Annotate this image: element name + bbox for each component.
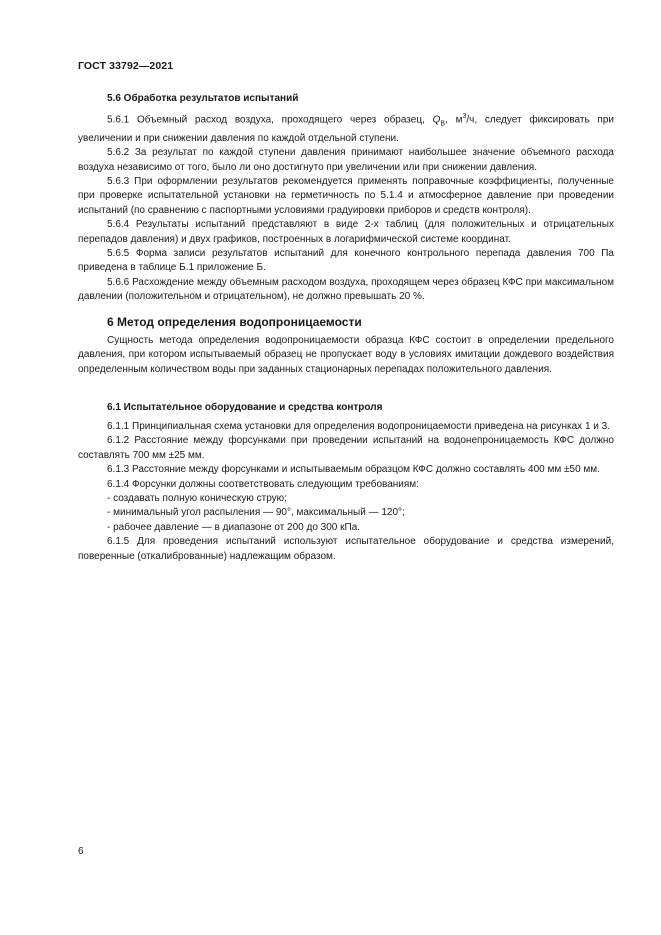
flow-symbol-subscript: В: [440, 120, 446, 128]
paragraph-5-6-1: [78, 110, 614, 146]
paragraph-6-intro: Сущность метода определения водопроницаемости образца КФС состоит в определении предельного давления, при котором испытываемый образец не пропускает воду в условиях имитации дождевого воздействия определенным количеством воды при заданных стационарных перепадах положительного давления.: [78, 335, 614, 375]
section-6-1-heading: 6.1 Испытательное оборудование и средства контроля: [107, 402, 383, 413]
section-6-1-body: [78, 420, 614, 564]
paragraph-5-6-2: 5.6.2 За результат по каждой ступени давления принимают наибольшее значение объемного расхода воздуха независимо от того, было ли оно достигнуто при увеличении или при снижении давления.: [78, 147, 614, 173]
paragraph-6-1-2: 6.1.2 Расстояние между форсунками при проведении испытаний на водонепроницаемость КФС должно составлять 700 мм ±25 мм.: [78, 435, 614, 461]
document-id: ГОСТ 33792—2021: [78, 60, 174, 72]
list-item: - минимальный угол распыления — 90°, максимальный — 120°;: [107, 507, 405, 519]
paragraph-6-1-1: 6.1.1 Принципиальная схема установки для определения водопроницаемости приведена на рисунках 1 и 3.: [107, 421, 610, 432]
paragraph-5-6-3: 5.6.3 При оформлении результатов рекомендуется применять поправочные коэффициенты, полученные при проверке испытательной установки на герметичность по 5.1.4 и атмосферное давление при проведении испытаний (по сравнению с паспортными условиями градуировки приборов и средств контроля).: [78, 175, 614, 216]
paragraph-6-1-3: 6.1.3 Расстояние между форсунками и испытываемым образцом КФС должно составлять 400 мм ±50 мм.: [107, 464, 600, 476]
list-item: - рабочее давление — в диапазоне от 200 до 300 кПа.: [107, 521, 361, 533]
paragraph-6-1-5: 6.1.5 Для проведения испытаний используют испытательное оборудование и средства измерений, поверенные (откалиброванные) надлежащим образом.: [78, 536, 614, 562]
paragraph-5-6-1-part-a: 5.6.1 Объемный расход воздуха, проходящего через образец,: [107, 114, 433, 126]
paragraph-5-6-1-part-b: , м: [445, 114, 463, 126]
list-item: - создавать полную коническую струю;: [107, 493, 287, 505]
paragraph-6-1-4: 6.1.4 Форсунки должны соответствовать следующим требованиям:: [107, 478, 419, 490]
section-5-6-heading: 5.6 Обработка результатов испытаний: [107, 93, 299, 104]
section-6-heading: 6 Метод определения водопроницаемости: [107, 315, 362, 329]
unit-superscript: 3: [462, 113, 467, 120]
paragraph-5-6-4: 5.6.4 Результаты испытаний представляют в виде 2-х таблиц (для положительных и отрицательных перепадов давления) и двух графиков, построенных в логарифмической системе координат.: [78, 219, 614, 245]
section-6-intro: [78, 334, 614, 377]
paragraph-5-6-5: 5.6.5 Форма записи результатов испытаний для конечного контрольного перепада давления 700 Па приведена в таблице Б.1 приложение Б.: [78, 247, 614, 274]
page-number: 6: [78, 846, 84, 857]
paragraph-5-6-1-part-c: /ч, следует фиксировать при увеличении и при снижении давления по каждой отдельной ступени.: [78, 114, 614, 144]
paragraph-5-6-6: 5.6.6 Расхождение между объемным расходом воздуха, проходящем через образец КФС при максимальном давлении (положительном и отрицательном), не должно превышать 20 %.: [78, 276, 614, 303]
flow-symbol-q: Q: [432, 114, 441, 126]
section-5-6-body: [78, 110, 614, 305]
